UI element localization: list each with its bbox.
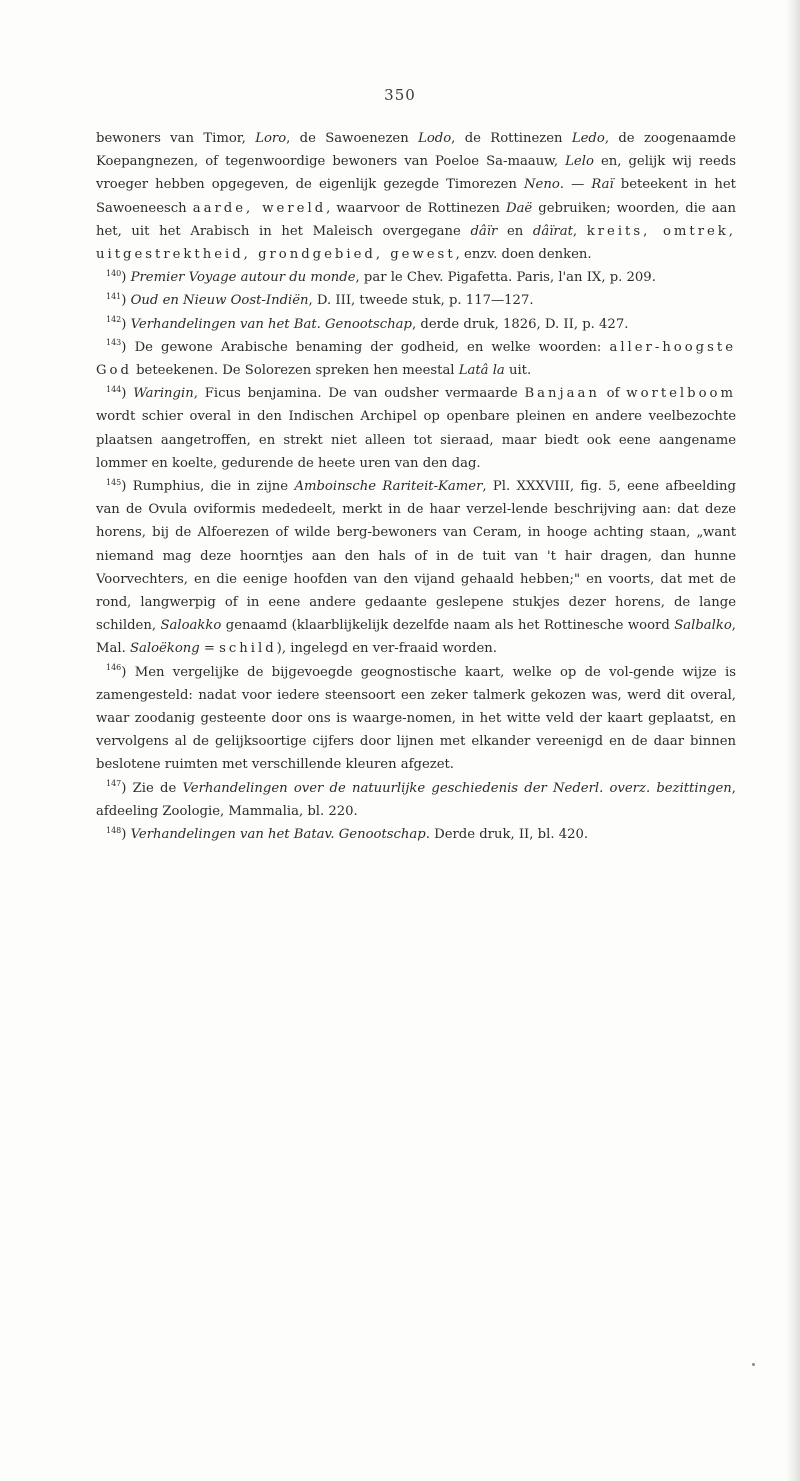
text-run: uit.: [504, 363, 532, 379]
italic-word: Neno: [524, 177, 560, 193]
text-run: gebruiken; woorden, die aan het, uit het Arabisch in het Maleisch overgegane: [96, 200, 736, 239]
italic-word: Ledo: [571, 131, 605, 146]
text-run: , derde druk, 1826, D. II, p. 427.: [412, 316, 629, 332]
italic-title: Amboinsche Rariteit-Kamer: [294, 479, 483, 495]
footnote-142: $^{142}$) Verhandelingen van het Bat. Genootschap, derde druk, 1826, D. II, p. 427.: [106, 315, 629, 332]
footnote-marker: 147: [106, 779, 122, 789]
italic-word: Waringin: [133, 386, 194, 402]
spaced-word: aarde, wereld: [192, 200, 327, 216]
text-run: , waarvoor de Rottinezen: [326, 200, 506, 216]
text-run: , de Rottinezen: [451, 131, 572, 146]
text-run: , par le Chev. Pigafetta. Paris, l'an IX, p. 209.: [355, 270, 656, 286]
italic-word: Saloakko: [160, 618, 222, 634]
spaced-word: schild: [219, 641, 277, 657]
text-run: ,: [572, 223, 587, 239]
text-run: , Mal.: [96, 618, 736, 657]
italic-title: Verhandelingen van het Batav. Genootschap: [130, 827, 426, 843]
text-run: , de zoogenaamde Koepangnezen, of tegenwoordige bewoners van Poeloe Sa-maauw,: [96, 131, 736, 170]
text-run: . Derde druk, II, bl. 420.: [425, 827, 589, 843]
italic-word: dâïr: [470, 223, 498, 239]
footnote-144: $^{144}$) Waringin, Ficus benjamina. De van oudsher vermaarde Banjaan of wortelboom wordt schier overal in den Indischen Archipel op openbare pleinen en andere veelbezochte plaatsen aangetroffen, en strekt niet alleen tot sieraad, maar biedt ook eene aangename lommer en koelte, gedurende de heete uren van den dag.: [96, 384, 736, 471]
text-run: , enzv. doen denken.: [455, 247, 592, 263]
italic-title: Premier Voyage autour du monde: [130, 270, 356, 286]
footnote-marker: 142: [106, 315, 122, 325]
text-run: ), ingelegd en ver-fraaid worden.: [276, 641, 497, 657]
text-run: en: [497, 223, 533, 239]
italic-title: Oud en Nieuw Oost-Indiën: [130, 293, 309, 309]
italic-word: Lodo: [418, 131, 452, 146]
text-run: . —: [559, 177, 592, 193]
footnote-145: $^{145}$) Rumphius, die in zijne Amboinsche Rariteit-Kamer, Pl. XXXVIII, fig. 5, eene afbeelding van de Ovula oviformis mededeelt, merkt in de haar verzel-lende beschrijving aan: dat deze horens, bij de Alfoerezen of wilde berg-bewoners van Ceram, in hooge achting staan, „want niemand mag deze hoorntjes aan den hals of in de tuit van 't hair dragen, dan hunne Voorvechters, en die eenige hoofden van den vijand gehaald hebben;" en voorts, dat met de rond, langwerpig of in eene andere gedaante geslepene stukjes dezer horens, de lange schilden, Saloakko genaamd (klaarblijkelijk dezelfde naam als het Rottinesche woord Salbalko, Mal. Saloëkong = schild), ingelegd en ver-fraaid worden.: [96, 477, 736, 657]
footnote-146: $^{146}$) Men vergelijke de bijgevoegde geognostische kaart, welke op de vol-gende wijze is zamengesteld: nadat voor iedere steensoort een zeker talmerk gekozen was, werd dit overal, waar zoodanig gesteente door ons is waarge-nomen, in het witte veld der kaart geplaatst, en vervolgens al de gelijksoortige cijfers door lijnen met elkander vereenigd en de daar binnen beslotene ruimten met verschillende kleuren afgezet.: [96, 663, 736, 773]
italic-word: dâïrat: [532, 223, 573, 239]
italic-word: Raï: [591, 177, 614, 193]
page-edge-shadow: [786, 0, 800, 1481]
footnote-141: $^{141}$) Oud en Nieuw Oost-Indiën, D. III, tweede stuk, p. 117—127.: [106, 292, 534, 309]
footnote-marker: 141: [106, 292, 122, 302]
spaced-word: wortelboom: [626, 386, 736, 402]
text-run: Men vergelijke de bijgevoegde geognostische kaart, welke op de vol-gende wijze is zamengesteld: nadat voor iedere steensoort een zeker talmerk gekozen was, werd dit overal, waar zoodanig gesteente door ons is waarge-nomen, in het witte veld der kaart geplaatst, en vervolgens al de gelijksoortige cijfers door lijnen met elkander vereenigd en de daar binnen beslotene ruimten met verschillende kleuren afgezet.: [96, 664, 736, 773]
text-run: =: [199, 641, 220, 657]
body-paragraph: [96, 127, 736, 266]
footnote-143: $^{143}$) De gewone Arabische benaming der godheid, en welke woorden: aller-hoogste God beteekenen. De Solorezen spreken hen meestal Latâ la uit.: [96, 338, 737, 379]
spaced-word: Banjaan: [524, 386, 600, 402]
footnote-140: $^{140}$) Premier Voyage autour du monde, par le Chev. Pigafetta. Paris, l'an IX, p. 209.: [106, 268, 656, 286]
italic-title: Verhandelingen over de natuurlijke geschiedenis der Nederl. overz. bezittingen: [182, 780, 732, 796]
italic-title: Verhandelingen van het Bat. Genootschap: [130, 316, 412, 332]
italic-word: Lelo: [565, 154, 594, 170]
italic-word: Saloëkong: [129, 641, 200, 657]
spaced-word: kreits, omtrek, uitgestrektheid, grondgebied, gewest: [96, 223, 736, 263]
italic-word: Daë: [506, 200, 533, 216]
text-run: , D. III, tweede stuk, p. 117—127.: [308, 293, 534, 309]
footnote-marker: 143: [106, 338, 122, 348]
footnote-marker: 148: [106, 825, 122, 835]
text-run: , afdeeling Zoologie, Mammalia, bl. 220.: [96, 780, 736, 819]
scan-speck: [752, 1363, 755, 1366]
text-run: wordt schier overal in den Indischen Archipel op openbare pleinen en andere veelbezochte plaatsen aangetroffen, en strekt niet alleen tot sieraad, maar biedt ook eene aangename lommer en koelte, gedurende de heete uren van den dag.: [96, 409, 736, 471]
text-run: , Ficus benjamina. De van oudsher vermaarde: [193, 386, 525, 402]
italic-word: Loro: [255, 131, 287, 146]
text-run: en, gelijk wij reeds vroeger hebben opgegeven, de eigenlijk gezegde Timorezen: [96, 154, 736, 193]
footnote-marker: 140: [106, 268, 122, 278]
text-run: beteekenen. De Solorezen spreken hen meestal: [131, 363, 459, 379]
footnote-marker: 144: [106, 384, 122, 394]
footnote-marker: 145: [106, 477, 122, 487]
footnote-147: $^{147}$) Zie de Verhandelingen over de natuurlijke geschiedenis der Nederl. overz. bezittingen, afdeeling Zoologie, Mammalia, bl. 220.: [96, 779, 736, 819]
text-run: Rumphius, die in zijne: [132, 479, 295, 495]
text-run: , de Sawoenezen: [286, 131, 419, 146]
footnote-148: $^{148}$) Verhandelingen van het Batav. Genootschap. Derde druk, II, bl. 420.: [106, 825, 589, 843]
text-run: of: [599, 386, 627, 402]
text-run: bewoners van Timor,: [96, 131, 256, 146]
footnote-marker: 146: [106, 663, 122, 673]
text-run: genaamd (klaarblijkelijk dezelfde naam als het Rottinesche woord: [221, 618, 675, 634]
page-number: 350: [384, 86, 416, 104]
text-run: beteekent in het Sawoeneesch: [96, 177, 736, 216]
italic-word: Latâ la: [458, 363, 505, 379]
page-text: [96, 127, 736, 846]
text-run: Zie de: [132, 780, 183, 796]
text-run: De gewone Arabische benaming der godheid, en welke woorden:: [134, 339, 610, 355]
spaced-word: aller-hoogste God: [96, 339, 737, 379]
italic-word: Salbalko: [674, 618, 732, 634]
text-run: , Pl. XXXVIII, fig. 5, eene afbeelding van de Ovula oviformis mededeelt, merkt in de haar verzel-lende beschrijving aan: dat deze horens, bij de Alfoerezen of wilde berg-bewoners van Ceram, in hooge achting staan, „want niemand mag deze hoorntjes aan den hals of in de tuit van 't hair dragen, dan hunne Voorvechters, en die eenige hoofden van den vijand gehaald hebben;" en voorts, dat met de rond, langwerpig of in eene andere gedaante geslepene stukjes dezer horens, de lange schilden,: [96, 479, 736, 634]
